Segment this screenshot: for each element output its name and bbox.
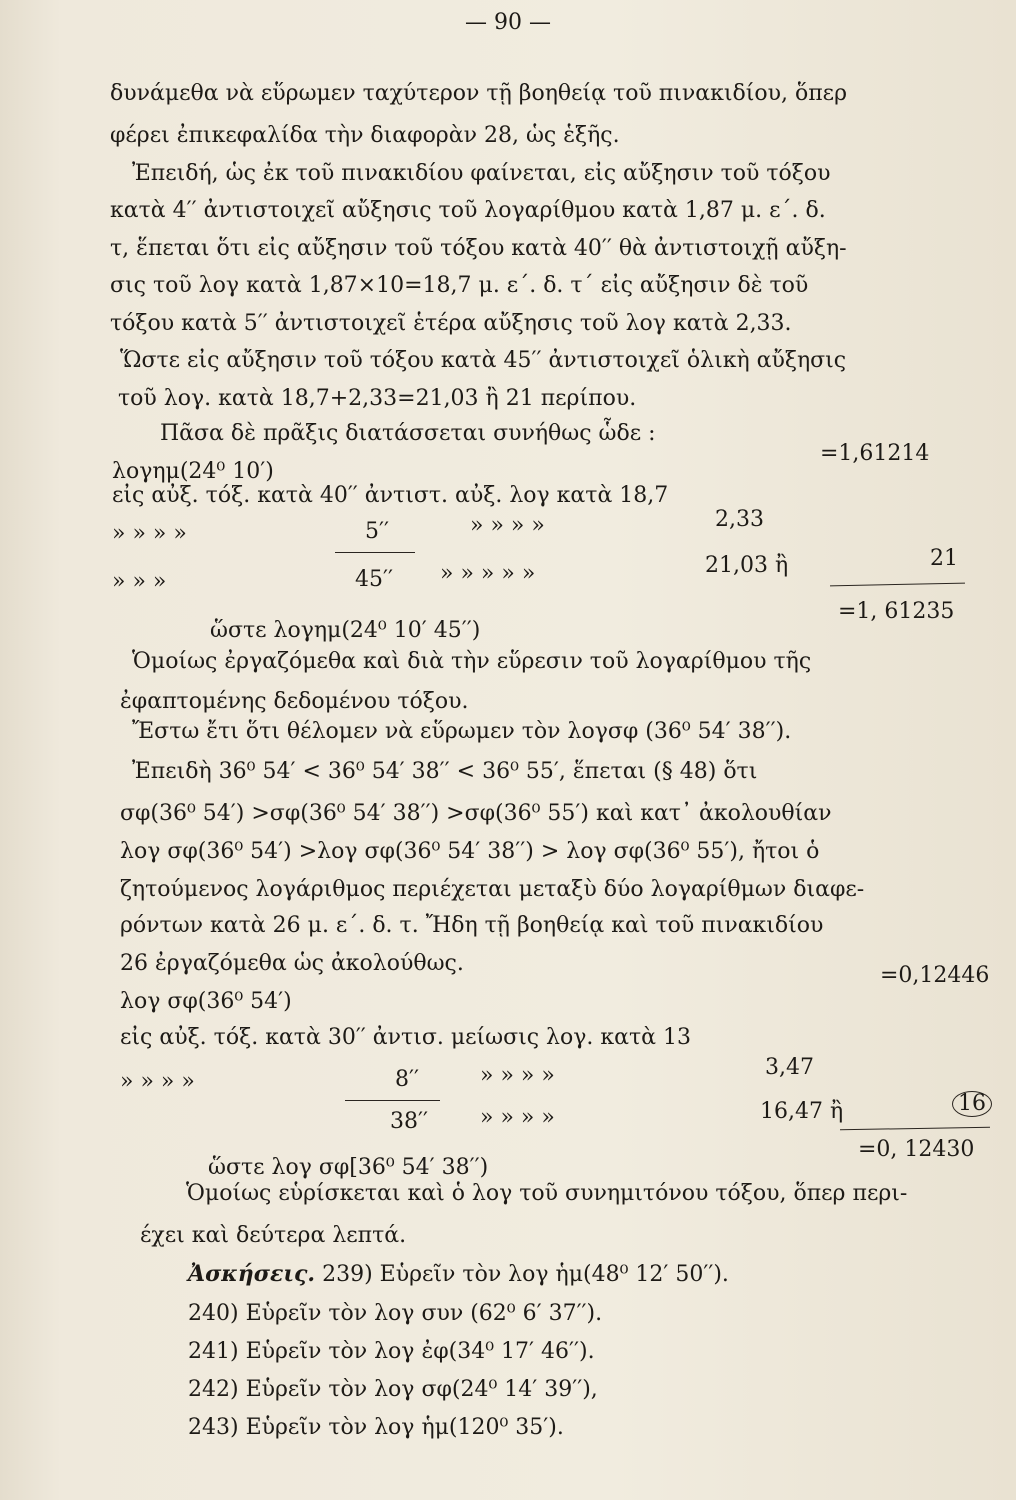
table2-result-label: ὥστε λογ σφ[36⁰ 54′ 38′′) — [208, 1155, 489, 1180]
exercise-item: 243) Εὑρεῖν τὸν λογ ἡμ(120⁰ 35′). — [188, 1415, 564, 1440]
table2-row3-marks2: » » » » — [480, 1063, 555, 1088]
table1-row1-label: λογημ(24⁰ 10′) — [112, 459, 274, 484]
text-line: Ἔστω ἔτι ὅτι θέλομεν νὰ εὕρωμεν τὸν λογσφ (36⁰ 54′ 38′′). — [132, 719, 792, 744]
table1-row4-value: 21,03 ἢ — [705, 553, 789, 578]
table2-row1-label: λογ σφ(36⁰ 54′) — [120, 989, 292, 1014]
table1-row3-value: 2,33 — [715, 507, 764, 532]
table1-row1-value: =1,61214 — [820, 441, 930, 466]
text-line: τ, ἕπεται ὅτι εἰς αὔξησιν τοῦ τόξου κατὰ 40′′ θὰ ἀντιστοιχῇ αὔξη- — [110, 236, 847, 261]
text-line: Ἐπειδή, ὡς ἐκ τοῦ πινακιδίου φαίνεται, εἰς αὔξησιν τοῦ τόξου — [132, 161, 831, 186]
text-line: φέρει ἐπικεφαλίδα τὴν διαφορὰν 28, ὡς ἑξῆς. — [110, 123, 620, 148]
table1-result-label: ὥστε λογημ(24⁰ 10′ 45′′) — [210, 618, 481, 643]
text-line: Πᾶσα δὲ πρᾶξις διατάσσεται συνήθως ὧδε : — [160, 421, 656, 446]
text-line: ρόντων κατὰ 26 μ. ε΄. δ. τ. Ἤδη τῇ βοηθείᾳ καὶ τοῦ πινακιδίου — [120, 913, 824, 938]
exercise-item: 240) Εὑρεῖν τὸν λογ συν (62⁰ 6′ 37′′). — [188, 1301, 603, 1326]
table2-row2: εἰς αὐξ. τόξ. κατὰ 30′′ ἀντισ. μείωσις λογ. κατὰ 13 — [120, 1025, 691, 1050]
text-line: τόξου κατὰ 5′′ ἀντιστοιχεῖ ἑτέρα αὔξησις τοῦ λογ κατὰ 2,33. — [110, 311, 792, 336]
exercises-block — [188, 1260, 729, 1289]
text-line: δυνάμεθα νὰ εὕρωμεν ταχύτερον τῇ βοηθείᾳ τοῦ πινακιδίου, ὅπερ — [110, 81, 848, 106]
text-line: Ὁμοίως ἐργαζόμεθα καὶ διὰ τὴν εὕρεσιν τοῦ λογαρίθμου τῆς — [132, 649, 812, 674]
table2-row4-marks2: » » » » — [480, 1105, 555, 1130]
exercise-item: 242) Εὑρεῖν τὸν λογ σφ(24⁰ 14′ 39′′), — [188, 1377, 598, 1402]
table1-row4-rounded: 21 — [930, 546, 958, 571]
text-line: κατὰ 4′′ ἀντιστοιχεῖ αὔξησις τοῦ λογαρίθμου κατὰ 1,87 μ. ε΄. δ. — [110, 198, 826, 223]
table2-row3-value: 3,47 — [765, 1055, 814, 1080]
table2-row4-mid: 38′′ — [390, 1109, 428, 1134]
text-line: Ὥστε εἰς αὔξησιν τοῦ τόξου κατὰ 45′′ ἀντιστοιχεῖ ὁλικὴ αὔξησις — [120, 348, 847, 373]
table1-row4-marks: » » » — [112, 569, 167, 594]
text-line: Ὁμοίως εὑρίσκεται καὶ ὁ λογ τοῦ συνημιτόνου τόξου, ὅπερ περι- — [186, 1181, 908, 1206]
table2-row4-rounded — [952, 1090, 992, 1118]
text-line: ἐφαπτομένης δεδομένου τόξου. — [120, 689, 469, 714]
text-line: λογ σφ(36⁰ 54′) >λογ σφ(36⁰ 54′ 38′′) > λογ σφ(36⁰ 55′), ἤτοι ὁ — [120, 839, 820, 864]
table2-row4-value: 16,47 ἢ — [760, 1099, 844, 1124]
exercise-item: 241) Εὑρεῖν τὸν λογ ἐφ(34⁰ 17′ 46′′). — [188, 1339, 595, 1364]
table2-fraction-bar — [345, 1100, 440, 1101]
table1-row2: εἰς αὐξ. τόξ. κατὰ 40′′ ἀντιστ. αὐξ. λογ κατὰ 18,7 — [112, 483, 669, 508]
exercises-heading: Ἀσκήσεις. — [188, 1261, 316, 1287]
table2-row3-mid: 8′′ — [395, 1067, 419, 1092]
table2-result: =0, 12430 — [858, 1137, 975, 1162]
table1-fraction-bar — [335, 552, 415, 553]
table1-result: =1, 61235 — [838, 599, 955, 624]
table1-row4-mid: 45′′ — [355, 567, 393, 592]
text-line: Ἐπειδὴ 36⁰ 54′ < 36⁰ 54′ 38′′ < 36⁰ 55′, ἕπεται (§ 48) ὅτι — [132, 759, 758, 784]
text-line: έχει καὶ δεύτερα λεπτά. — [140, 1223, 407, 1248]
table1-row3-marks: » » » » — [112, 521, 187, 546]
table1-row3-mid: 5′′ — [365, 519, 389, 544]
table2-row1-value: =0,12446 — [880, 963, 990, 988]
exercise-item: 239) Εὑρεῖν τὸν λογ ἡμ(48⁰ 12′ 50′′). — [322, 1262, 729, 1287]
text-line: σφ(36⁰ 54′) >σφ(36⁰ 54′ 38′′) >σφ(36⁰ 55′) καὶ κατ᾽ ἀκολουθίαν — [120, 801, 832, 826]
text-line: τοῦ λογ. κατὰ 18,7+2,33=21,03 ἢ 21 περίπου. — [118, 386, 637, 411]
page-number: — 90 — — [465, 10, 551, 35]
text-line: σις τοῦ λογ κατὰ 1,87×10=18,7 μ. ε΄. δ. τ΄ εἰς αὔξησιν δὲ τοῦ — [110, 273, 809, 298]
table1-sum-bar — [830, 583, 965, 587]
circled-number: 16 — [952, 1091, 992, 1117]
table2-sum-bar — [840, 1127, 990, 1131]
table1-row3-marks2: » » » » — [470, 513, 545, 538]
table2-row3-marks: » » » » — [120, 1069, 195, 1094]
text-line: 26 ἐργαζόμεθα ὡς ἀκολούθως. — [120, 951, 464, 976]
text-line: ζητούμενος λογάριθμος περιέχεται μεταξὺ δύο λογαρίθμων διαφε- — [120, 877, 865, 902]
table1-row4-marks2: » » » » » — [440, 561, 536, 586]
